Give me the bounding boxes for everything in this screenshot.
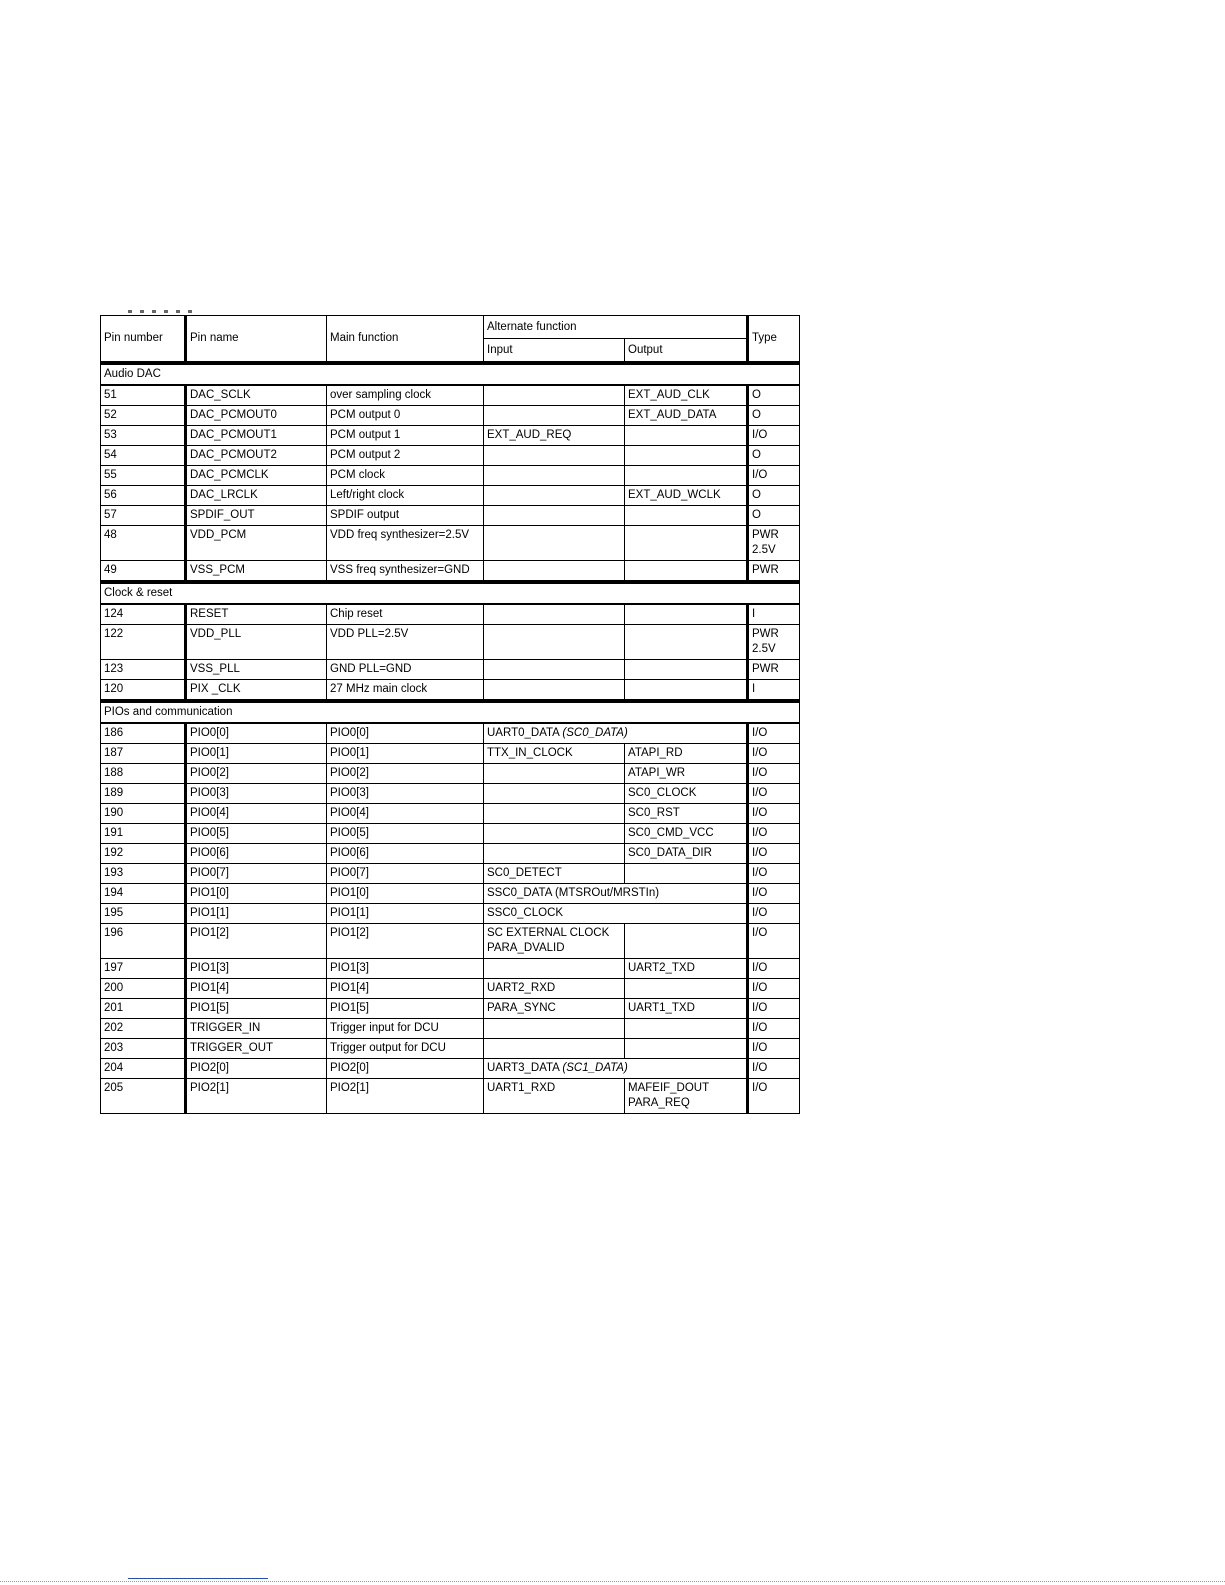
section-row — [101, 701, 800, 723]
table-row — [101, 723, 800, 744]
cell-output — [625, 446, 748, 466]
cell-pin-name: PIO1[1] — [186, 904, 327, 924]
table-row — [101, 426, 800, 446]
header-input: Input — [484, 339, 625, 364]
cell-main-function: 27 MHz main clock — [327, 680, 484, 702]
cell-pin-number: 200 — [101, 979, 186, 999]
cell-output: UART1_TXD — [625, 999, 748, 1019]
cell-pin-number: 192 — [101, 844, 186, 864]
cell-type: I/O — [748, 723, 800, 744]
table-row — [101, 864, 800, 884]
cell-main-function: VDD freq synthesizer=2.5V — [327, 526, 484, 561]
table-row — [101, 999, 800, 1019]
cell-type: I/O — [748, 1079, 800, 1114]
section-row — [101, 582, 800, 604]
cell-input — [484, 764, 625, 784]
cell-type: I — [748, 604, 800, 625]
cell-main-function: PIO1[3] — [327, 959, 484, 979]
cell-main-function: VSS freq synthesizer=GND — [327, 561, 484, 583]
cell-output — [625, 660, 748, 680]
cell-pin-number: 56 — [101, 486, 186, 506]
cell-pin-number: 122 — [101, 625, 186, 660]
cell-pin-name: RESET — [186, 604, 327, 625]
cell-main-function: PCM output 2 — [327, 446, 484, 466]
cell-input — [484, 824, 625, 844]
cell-pin-name: DAC_PCMOUT2 — [186, 446, 327, 466]
cell-pin-name: PIO1[5] — [186, 999, 327, 1019]
cell-main-function: VDD PLL=2.5V — [327, 625, 484, 660]
cell-input — [484, 406, 625, 426]
cell-main-function: PIO0[3] — [327, 784, 484, 804]
cell-pin-name: VDD_PCM — [186, 526, 327, 561]
cell-pin-name: PIX _CLK — [186, 680, 327, 702]
table-row — [101, 1039, 800, 1059]
cell-pin-name: PIO0[4] — [186, 804, 327, 824]
cell-pin-number: 190 — [101, 804, 186, 824]
cell-output: EXT_AUD_DATA — [625, 406, 748, 426]
table-row — [101, 784, 800, 804]
cell-type: PWR 2.5V — [748, 625, 800, 660]
cell-main-function: PIO1[1] — [327, 904, 484, 924]
cell-input — [484, 1039, 625, 1059]
cell-type: I — [748, 680, 800, 702]
cell-input — [484, 625, 625, 660]
cell-main-function: PCM output 1 — [327, 426, 484, 446]
cell-type: PWR — [748, 660, 800, 680]
cell-pin-name: PIO1[0] — [186, 884, 327, 904]
cell-output — [625, 426, 748, 446]
cell-input — [484, 959, 625, 979]
cell-input — [484, 604, 625, 625]
cell-type: I/O — [748, 924, 800, 959]
header-alternate-function: Alternate function — [484, 316, 748, 339]
cell-output — [625, 561, 748, 583]
cell-pin-name: PIO1[2] — [186, 924, 327, 959]
cell-main-function: PIO1[4] — [327, 979, 484, 999]
table-row — [101, 804, 800, 824]
table-row — [101, 526, 800, 561]
table-row — [101, 466, 800, 486]
cell-pin-number: 51 — [101, 385, 186, 406]
cell-type: PWR 2.5V — [748, 526, 800, 561]
cell-pin-name: PIO2[0] — [186, 1059, 327, 1079]
cell-pin-number: 204 — [101, 1059, 186, 1079]
cell-pin-name: PIO0[7] — [186, 864, 327, 884]
cell-input: EXT_AUD_REQ — [484, 426, 625, 446]
cell-type: I/O — [748, 1059, 800, 1079]
cell-alternate-function — [484, 1059, 748, 1079]
cell-type: O — [748, 406, 800, 426]
cell-pin-name: TRIGGER_IN — [186, 1019, 327, 1039]
cell-main-function: PIO0[4] — [327, 804, 484, 824]
cell-pin-number: 55 — [101, 466, 186, 486]
alternate-function-text: SSC0_DATA (MTSROut/MRSTIn) — [487, 887, 660, 899]
cell-pin-name: DAC_SCLK — [186, 385, 327, 406]
table-row — [101, 959, 800, 979]
table-row — [101, 446, 800, 466]
table-row — [101, 680, 800, 702]
cell-pin-name: VSS_PCM — [186, 561, 327, 583]
header-pin-number: Pin number — [101, 316, 186, 364]
cell-main-function: PIO1[2] — [327, 924, 484, 959]
cell-output — [625, 466, 748, 486]
cell-type: O — [748, 446, 800, 466]
cell-main-function: Trigger output for DCU — [327, 1039, 484, 1059]
cell-alternate-function — [484, 884, 748, 904]
cell-pin-number: 53 — [101, 426, 186, 446]
cell-pin-number: 201 — [101, 999, 186, 1019]
cell-output: SC0_CMD_VCC — [625, 824, 748, 844]
cell-pin-name: PIO2[1] — [186, 1079, 327, 1114]
cell-input — [484, 784, 625, 804]
cell-input: TTX_IN_CLOCK — [484, 744, 625, 764]
table-row — [101, 1079, 800, 1114]
cell-main-function: PCM output 0 — [327, 406, 484, 426]
header-pin-name: Pin name — [186, 316, 327, 364]
table-row — [101, 744, 800, 764]
cell-main-function: GND PLL=GND — [327, 660, 484, 680]
cell-alternate-function — [484, 723, 748, 744]
cell-input — [484, 561, 625, 583]
cell-output — [625, 506, 748, 526]
cell-main-function: PIO2[1] — [327, 1079, 484, 1114]
alternate-function-note: (SC0_DATA) — [562, 727, 628, 739]
page-bottom-border — [0, 1581, 1225, 1582]
cell-input — [484, 680, 625, 702]
cell-pin-number: 57 — [101, 506, 186, 526]
cell-pin-number: 205 — [101, 1079, 186, 1114]
cell-input: UART1_RXD — [484, 1079, 625, 1114]
table-row — [101, 1059, 800, 1079]
cell-pin-number: 194 — [101, 884, 186, 904]
cell-input — [484, 446, 625, 466]
table-row — [101, 506, 800, 526]
cell-main-function: PIO0[7] — [327, 864, 484, 884]
cell-pin-name: DAC_LRCLK — [186, 486, 327, 506]
cell-pin-name: PIO0[0] — [186, 723, 327, 744]
cell-type: O — [748, 486, 800, 506]
cell-output — [625, 979, 748, 999]
cell-pin-number: 48 — [101, 526, 186, 561]
alternate-function-text: UART3_DATA — [487, 1062, 560, 1074]
cell-type: I/O — [748, 784, 800, 804]
cell-type: I/O — [748, 884, 800, 904]
alternate-function-note: (SC1_DATA) — [562, 1062, 628, 1074]
cell-pin-name: DAC_PCMCLK — [186, 466, 327, 486]
table-row — [101, 844, 800, 864]
cell-input — [484, 486, 625, 506]
cell-input: SC0_DETECT — [484, 864, 625, 884]
header-type: Type — [748, 316, 800, 364]
cell-pin-number: 195 — [101, 904, 186, 924]
cell-pin-number: 54 — [101, 446, 186, 466]
cell-type: O — [748, 506, 800, 526]
table-row — [101, 660, 800, 680]
cell-output: SC0_DATA_DIR — [625, 844, 748, 864]
cell-pin-number: 203 — [101, 1039, 186, 1059]
alternate-function-text: UART0_DATA — [487, 727, 560, 739]
cell-type: I/O — [748, 764, 800, 784]
cell-pin-number: 187 — [101, 744, 186, 764]
cell-pin-number: 188 — [101, 764, 186, 784]
cell-output — [625, 1019, 748, 1039]
cell-main-function: over sampling clock — [327, 385, 484, 406]
cell-output: EXT_AUD_CLK — [625, 385, 748, 406]
cell-main-function: PIO2[0] — [327, 1059, 484, 1079]
section-row — [101, 363, 800, 385]
cell-pin-name: VSS_PLL — [186, 660, 327, 680]
cell-input — [484, 844, 625, 864]
cell-main-function: PIO0[6] — [327, 844, 484, 864]
cell-output: ATAPI_RD — [625, 744, 748, 764]
footer-link-underline — [128, 1578, 268, 1579]
cell-main-function: Left/right clock — [327, 486, 484, 506]
cell-pin-name: PIO1[4] — [186, 979, 327, 999]
cell-output: SC0_CLOCK — [625, 784, 748, 804]
table-row — [101, 385, 800, 406]
cell-output — [625, 680, 748, 702]
table-header — [101, 316, 800, 364]
cell-output — [625, 924, 748, 959]
cell-main-function: PCM clock — [327, 466, 484, 486]
cell-pin-number: 196 — [101, 924, 186, 959]
cell-input — [484, 804, 625, 824]
cell-type: I/O — [748, 824, 800, 844]
section-title: Clock & reset — [101, 582, 800, 604]
cell-pin-number: 193 — [101, 864, 186, 884]
cell-type: O — [748, 385, 800, 406]
cell-pin-number: 202 — [101, 1019, 186, 1039]
cell-pin-name: PIO0[6] — [186, 844, 327, 864]
cell-pin-number: 123 — [101, 660, 186, 680]
cell-input — [484, 506, 625, 526]
cell-type: I/O — [748, 864, 800, 884]
cell-main-function: PIO1[0] — [327, 884, 484, 904]
cell-main-function: Trigger input for DCU — [327, 1019, 484, 1039]
cell-pin-name: PIO0[5] — [186, 824, 327, 844]
cell-type: I/O — [748, 1039, 800, 1059]
cell-input: PARA_SYNC — [484, 999, 625, 1019]
header-main-function: Main function — [327, 316, 484, 364]
pin-description-table — [100, 315, 800, 1114]
cell-type: PWR — [748, 561, 800, 583]
cell-output — [625, 1039, 748, 1059]
cell-main-function: PIO0[0] — [327, 723, 484, 744]
cell-output: UART2_TXD — [625, 959, 748, 979]
cell-pin-name: PIO0[1] — [186, 744, 327, 764]
cell-type: I/O — [748, 1019, 800, 1039]
alternate-function-text: SSC0_CLOCK — [487, 907, 564, 919]
cell-main-function: PIO0[5] — [327, 824, 484, 844]
table-row — [101, 924, 800, 959]
table-row — [101, 406, 800, 426]
cell-pin-name: VDD_PLL — [186, 625, 327, 660]
cell-output: EXT_AUD_WCLK — [625, 486, 748, 506]
cell-input — [484, 526, 625, 561]
table-row — [101, 824, 800, 844]
table-body — [101, 363, 800, 1114]
table-row — [101, 884, 800, 904]
cell-pin-name: DAC_PCMOUT1 — [186, 426, 327, 446]
table-row — [101, 486, 800, 506]
table-row — [101, 1019, 800, 1039]
cell-pin-number: 197 — [101, 959, 186, 979]
cell-type: I/O — [748, 959, 800, 979]
cell-main-function: PIO1[5] — [327, 999, 484, 1019]
cell-pin-name: SPDIF_OUT — [186, 506, 327, 526]
cell-pin-name: DAC_PCMOUT0 — [186, 406, 327, 426]
cell-input — [484, 466, 625, 486]
cell-input: SC EXTERNAL CLOCK PARA_DVALID — [484, 924, 625, 959]
cell-output: SC0_RST — [625, 804, 748, 824]
header-output: Output — [625, 339, 748, 364]
cell-output: ATAPI_WR — [625, 764, 748, 784]
cell-pin-number: 52 — [101, 406, 186, 426]
cell-alternate-function — [484, 904, 748, 924]
cell-pin-number: 191 — [101, 824, 186, 844]
cell-output — [625, 625, 748, 660]
scan-artifact — [128, 310, 198, 313]
cell-input — [484, 385, 625, 406]
cell-type: I/O — [748, 999, 800, 1019]
cell-type: I/O — [748, 804, 800, 824]
cell-type: I/O — [748, 904, 800, 924]
cell-type: I/O — [748, 844, 800, 864]
cell-type: I/O — [748, 466, 800, 486]
cell-pin-number: 49 — [101, 561, 186, 583]
table-row — [101, 979, 800, 999]
cell-main-function: PIO0[2] — [327, 764, 484, 784]
cell-pin-name: TRIGGER_OUT — [186, 1039, 327, 1059]
cell-pin-name: PIO1[3] — [186, 959, 327, 979]
cell-pin-number: 124 — [101, 604, 186, 625]
cell-output — [625, 864, 748, 884]
table-row — [101, 904, 800, 924]
cell-type: I/O — [748, 744, 800, 764]
cell-main-function: SPDIF output — [327, 506, 484, 526]
cell-pin-number: 186 — [101, 723, 186, 744]
cell-input: UART2_RXD — [484, 979, 625, 999]
cell-pin-number: 120 — [101, 680, 186, 702]
section-title: Audio DAC — [101, 363, 800, 385]
cell-output — [625, 604, 748, 625]
cell-main-function: Chip reset — [327, 604, 484, 625]
table-row — [101, 561, 800, 583]
cell-main-function: PIO0[1] — [327, 744, 484, 764]
cell-type: I/O — [748, 426, 800, 446]
table-row — [101, 625, 800, 660]
table-row — [101, 604, 800, 625]
cell-pin-name: PIO0[2] — [186, 764, 327, 784]
cell-output — [625, 526, 748, 561]
cell-pin-name: PIO0[3] — [186, 784, 327, 804]
cell-type: I/O — [748, 979, 800, 999]
cell-pin-number: 189 — [101, 784, 186, 804]
table-row — [101, 764, 800, 784]
cell-output: MAFEIF_DOUT PARA_REQ — [625, 1079, 748, 1114]
cell-input — [484, 1019, 625, 1039]
cell-input — [484, 660, 625, 680]
section-title: PIOs and communication — [101, 701, 800, 723]
